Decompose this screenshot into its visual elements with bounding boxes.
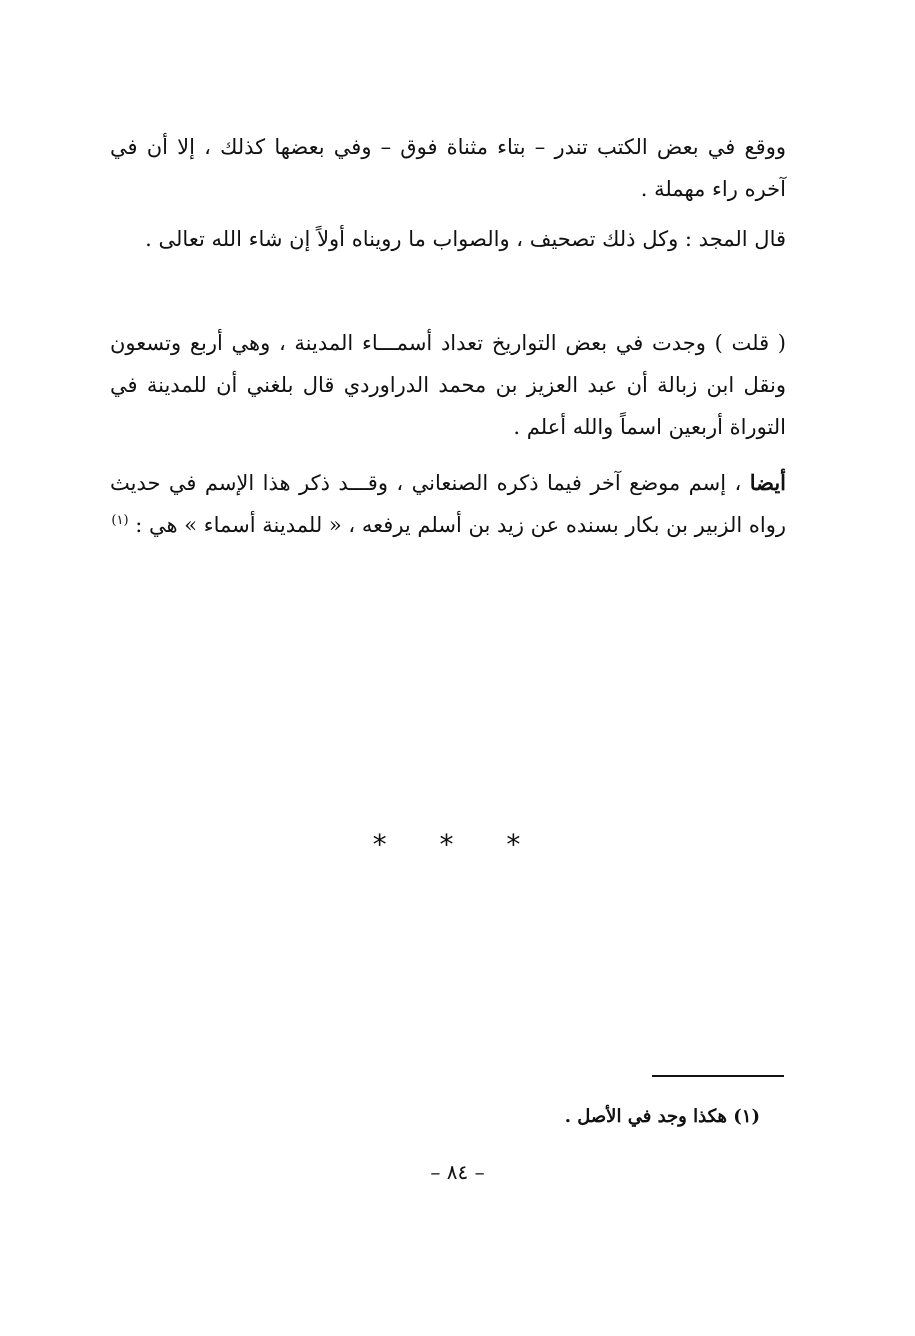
paragraph-names-of-madinah xyxy=(110,322,786,448)
paragraph-text: ، إسم موضع آخر فيما ذكره الصنعاني ، وقـــد ذكر هذا الإسم في حديث رواه الزبير بن بكار بسنده عن زيد بن أسلم يرفعه ، « للمدينة أسماء » هي : xyxy=(110,471,786,537)
paragraph-text: قال المجد : وكل ذلك تصحيف ، والصواب ما رويناه أولاً إن شاء الله تعالى . xyxy=(145,227,786,251)
paragraph-container xyxy=(110,462,786,546)
paragraph-tandur xyxy=(110,126,786,210)
paragraph-aydan xyxy=(110,462,786,546)
footnote: (١) هكذا وجد في الأصل . xyxy=(564,1106,760,1127)
page-number: – ٨٤ – xyxy=(430,1160,485,1184)
footnote-divider xyxy=(652,1075,784,1077)
paragraph-text: ( قلت ) وجدت في بعض التواريخ تعداد أسمـــاء المدينة ، وهي أربع وتسعون ونقل ابن زبالة أن عبد العزيز بن محمد الدراوردي قال بلغني أن للمدينة في التوراة أربعين اسماً والله أعلم . xyxy=(110,331,786,439)
section-separator: * * * xyxy=(372,828,543,861)
lead-word: أيضا xyxy=(749,470,786,495)
footnote-reference: (١) xyxy=(111,513,129,528)
paragraph-text: ووقع في بعض الكتب تندر – بتاء مثناة فوق – وفي بعضها كذلك ، إلا أن في آخره راء مهملة . xyxy=(110,135,786,201)
paragraph-majd-quote xyxy=(110,218,786,260)
